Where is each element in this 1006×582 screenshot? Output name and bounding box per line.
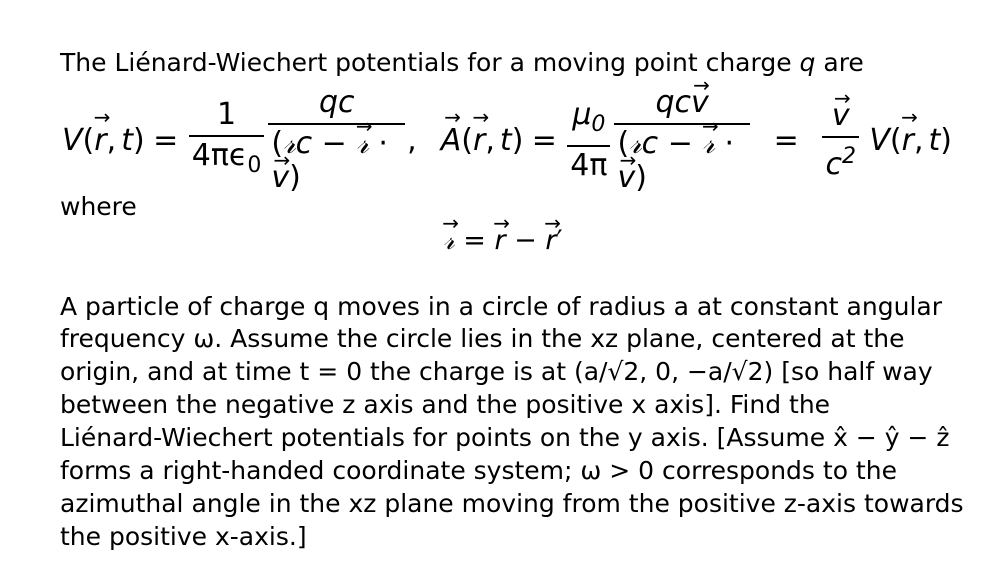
lienard-wiechert-equations	[62, 85, 953, 195]
vector-potential-equation: A → ( r → , t ) = $\frac{\mu_0}{4\pi}$ $\frac{\text{qcv →}}{\text{(𝓇c − 𝓇 → · v →)}}$ = $\frac{v \to}{c^2}$ V ( r → , t )	[441, 85, 952, 195]
intro-text: The Liénard-Wiechert potentials for a moving point charge q are	[60, 48, 864, 77]
problem-line: azimuthal angle in the xz plane moving from the positive z-axis towards	[60, 489, 964, 518]
scalar-potential-equation: V ( r → , t ) = $\frac{1}{4\pi\epsilon_0}$ $\frac{qc}{\text{(𝓇c − 𝓇 → · v →)}}$ ,	[62, 85, 417, 195]
problem-line: Liénard-Wiechert potentials for points on the y axis. [Assume x̂ − ŷ − ẑ	[60, 423, 950, 452]
problem-line: forms a right-handed coordinate system; ω > 0 corresponds to the	[60, 456, 897, 485]
problem-line: origin, and at time t = 0 the charge is at (a/√2, 0, −a/√2) [so half way	[60, 357, 933, 386]
separation-vector-equation: 𝓇 → = r → − r →′	[0, 226, 1006, 256]
problem-line: the positive x-axis.]	[60, 522, 307, 551]
problem-line: frequency ω. Assume the circle lies in the xz plane, centered at the	[60, 324, 905, 353]
where-label: where	[60, 192, 137, 221]
problem-line: between the negative z axis and the positive x axis]. Find the	[60, 390, 831, 419]
problem-line: A particle of charge q moves in a circle of radius a at constant angular	[60, 292, 942, 321]
